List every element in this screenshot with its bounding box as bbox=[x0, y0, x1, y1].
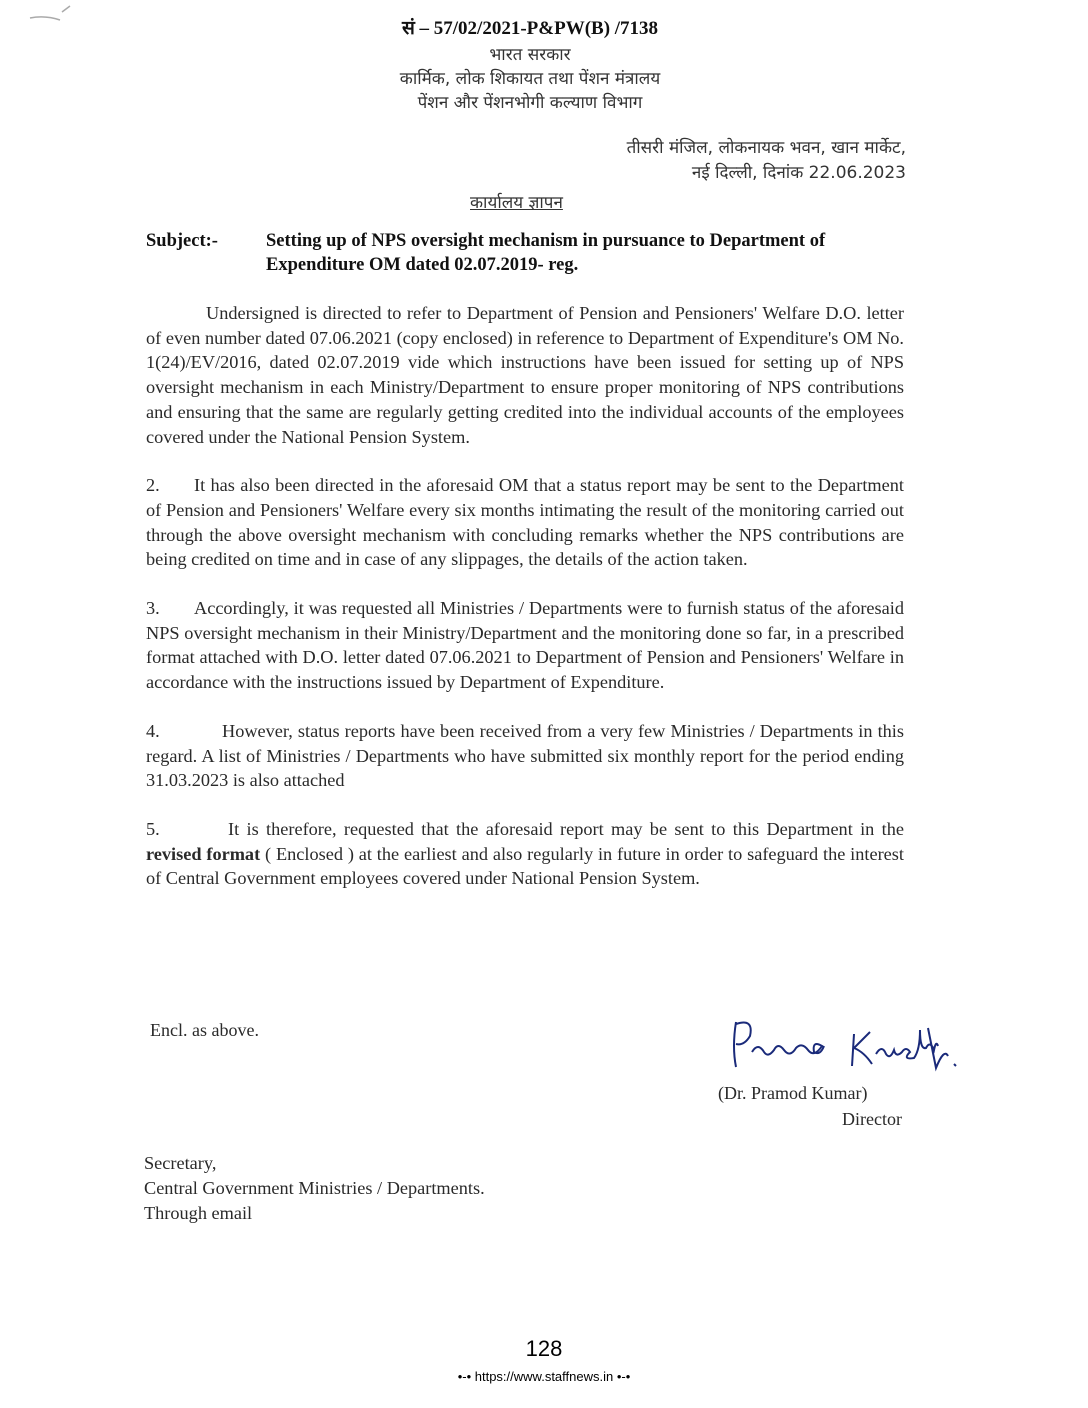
signatory-designation: Director bbox=[842, 1109, 902, 1129]
document-type: कार्यालय ज्ञापन bbox=[470, 193, 563, 213]
paragraph-number: 2. bbox=[146, 475, 160, 496]
enclosure-note: Encl. as above. bbox=[150, 1020, 259, 1040]
paragraph-text: ( Enclosed ) at the earliest and also regularly in future in order to safeguard the interest of Central Government employees covered under National Pension System. bbox=[146, 843, 904, 889]
govt-of-india: भारत सरकार bbox=[489, 45, 571, 65]
office-address bbox=[627, 136, 906, 186]
paragraph-text: It has also been directed in the aforesaid OM that a status report may be sent to the Department of Pension and Pensioners' Welfare every six months intimating the result of the monitoring carried out through the above oversight mechanism with concluding remarks whether the NPS contributions are being credited on time and in case of any slippages, the details of the action taken. bbox=[146, 475, 904, 570]
addressee-line: Central Government Ministries / Departments. bbox=[144, 1178, 485, 1198]
address-date: नई दिल्ली, दिनांक 22.06.2023 bbox=[691, 163, 906, 183]
paragraph-text: Accordingly, it was requested all Ministries / Departments were to furnish status of the aforesaid NPS oversight mechanism in their Ministry/Department and the monitoring done so far, in a prescribed format attached with D.O. letter dated 07.06.2021 to Department of Pension and Pensioners' Welfare in accordance with the instructions issued by Department of Expenditure. bbox=[146, 598, 904, 693]
paragraph-number: 3. bbox=[146, 598, 160, 619]
paragraph-1: Undersigned is directed to refer to Department of Pension and Pensioners' Welfare D.O. letter of even number dated 07.06.2021 (copy enclosed) in reference to Department of Expenditure's OM No. 1(24)/EV/2016, dated 02.07.2019 vide which instructions have been issued for setting up of NPS oversight mechanism in each Ministry/Department to ensure proper monitoring of NPS contributions and ensuring that the same are regularly getting credited into the individual accounts of the employees covered under the National Pension System. bbox=[146, 303, 904, 447]
signatory-name: (Dr. Pramod Kumar) bbox=[718, 1083, 868, 1103]
subject bbox=[146, 229, 906, 277]
reference-number: सं – 57/02/2021-P&PW(B) /7138 bbox=[401, 18, 659, 39]
paragraph-text: However, status reports have been received from a very few Ministries / Departments in this regard. A list of Ministries / Departments who have submitted six monthly report for the period ending 31.03.2023 is also attached bbox=[146, 720, 904, 791]
subject-label: Subject:- bbox=[146, 231, 218, 251]
paragraph-4 bbox=[146, 719, 904, 793]
paragraph-number: 5. bbox=[146, 818, 160, 839]
body-paragraphs bbox=[146, 301, 904, 915]
paragraph-3 bbox=[146, 596, 904, 695]
handwritten-signature bbox=[716, 1012, 976, 1087]
paragraph-2 bbox=[146, 473, 904, 572]
department-name: पेंशन और पेंशनभोगी कल्याण विभाग bbox=[417, 93, 643, 113]
addressee-line: Through email bbox=[144, 1203, 253, 1223]
addressee bbox=[144, 1151, 485, 1226]
addressee-line: Secretary, bbox=[144, 1153, 217, 1173]
page-number: 128 bbox=[525, 1336, 563, 1361]
scan-mark bbox=[20, 4, 90, 39]
paragraph-5 bbox=[146, 817, 904, 891]
address-line-1: तीसरी मंजिल, लोकनायक भवन, खान मार्केट, bbox=[626, 138, 906, 158]
subject-text: Setting up of NPS oversight mechanism in pursuance to Department of Expenditure OM dated 02.07.2019- reg. bbox=[266, 231, 826, 275]
paragraph-bold: revised format bbox=[146, 843, 261, 864]
paragraph-number: 4. bbox=[146, 720, 160, 741]
paragraph-text: It is therefore, requested that the aforesaid report may be sent to this Department in the bbox=[228, 818, 904, 839]
ministry-name: कार्मिक, लोक शिकायत तथा पेंशन मंत्रालय bbox=[399, 69, 661, 89]
footer-watermark: •-• https://www.staffnews.in •-• bbox=[457, 1369, 631, 1384]
